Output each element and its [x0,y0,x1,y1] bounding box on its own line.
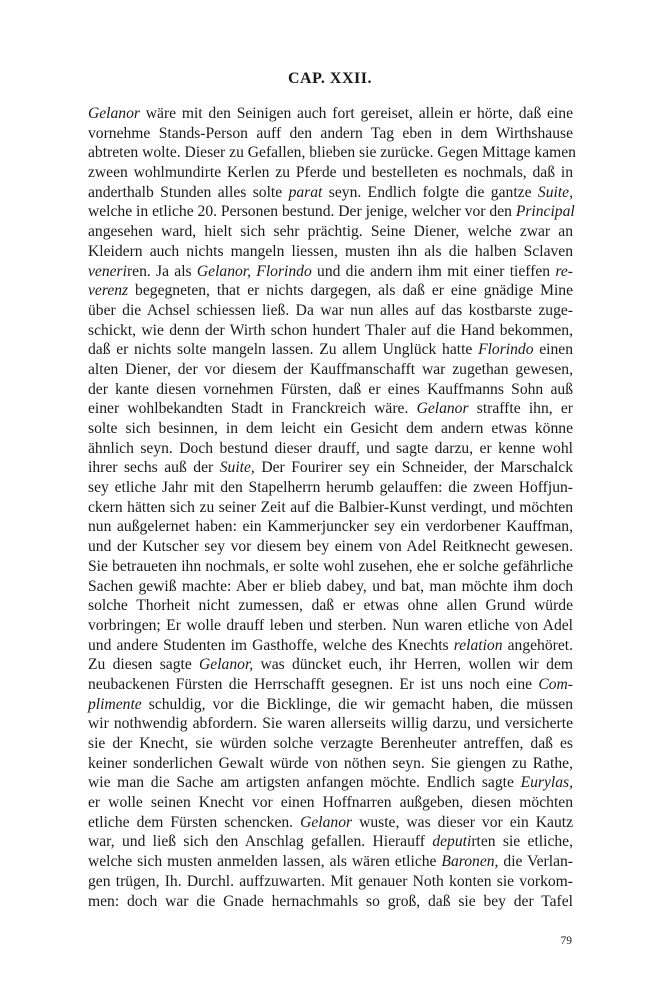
text-line [88,281,573,301]
text-line [88,655,573,675]
text-line [88,242,573,262]
italic-text: Gelanor, [199,656,254,674]
text-line [88,143,576,163]
text-line [88,852,573,872]
text-line [88,872,573,892]
text-run: einer wohlbekandten Stadt in Franckreich wäre. [88,400,417,418]
text-run: alten Diener, der vor diesem der Kauffmanschafft war zugethan gewesen, [88,360,573,378]
text-run: ihrer sechs auß der [88,459,220,477]
text-line [88,478,573,498]
text-line [88,557,573,577]
italic-text: Baronen, [441,853,499,871]
text-run: wuste, was dieser vor ein Kautz [352,813,573,831]
text-line [88,380,573,400]
italic-text: parat [288,183,323,201]
text-line [88,458,573,478]
text-run: schuldig, vor die Bicklinge, die wir gemacht haben, die müssen [141,695,573,713]
text-run: wie man die Sache am artigsten anfangen möchte. Endlich sagte [88,774,521,792]
text-line [88,321,573,341]
text-run: ähnlich seyn. Doch bestund dieser drauff, und sagte darzu, er kenne wohl [88,439,573,457]
text-run: und der Kutscher sey vor diesem bey einem von Adel Reitknecht gewesen. [88,538,573,556]
text-run: nun außgelernet haben: ein Kammerjuncker sey ein verdorbener Kauffman, [88,518,573,536]
text-line [88,577,573,597]
text-line [88,734,573,754]
italic-text: Com- [538,675,573,693]
text-line [88,183,573,203]
text-line [88,695,573,715]
text-run: welche sich musten anmelden lassen, als wären etliche [88,853,442,871]
text-run: seyn. Endlich folgte die gantze [322,183,538,201]
text-line [88,754,573,774]
text-line [88,832,573,852]
text-run: und andere Studenten im Gasthoffe, welche des Knechts [88,636,454,654]
text-line [88,262,573,282]
text-line [88,793,573,813]
text-run: einen [533,341,574,359]
text-run: die Verlan- [498,853,573,871]
text-line [88,360,573,380]
text-line [88,104,573,124]
text-run: men: doch war die Gnade hernachmahls so groß, daß sie bey der Tafel [88,892,573,910]
italic-text: re- [555,262,573,280]
italic-text: Suite, [537,183,573,201]
text-run: straffte ihn, er [468,400,573,418]
text-run: über die Achsel schiessen ließ. Da war nun alles auf das kostbarste zuge- [88,301,573,319]
italic-text: plimente [88,695,142,713]
text-run: war, und ließ sich den Anschlag gefallen. Hierauff [88,833,433,851]
text-run: angesehen ward, hielt sich sehr prächtig. Seine Diener, welche zwar an [88,223,573,241]
italic-text: veneri [88,262,127,280]
italic-text: Principal [515,203,575,221]
text-run: Der Fourirer sey ein Schneider, der Marschalck [254,459,574,477]
text-run: welche in etliche 20. Personen bestund. Der jenige, welcher vor den [88,203,516,221]
text-run: Sie betraueten ihn nochmals, er solte wohl zusehen, ehe er solche gefährliche [88,557,573,575]
text-run: solte sich besinnen, in dem leicht ein Gesicht dem andern etwas könne [88,420,573,437]
text-run: sie der Knecht, sie würden solche verzagte Berenheuter antreffen, daß es [88,735,573,752]
text-run: wäre mit den Seinigen auch fort gereiset, allein er hörte, daß eine [139,105,573,122]
italic-text: verenz [88,282,129,300]
text-line [88,340,573,360]
text-line [88,773,573,793]
text-run: rten sie etliche, [471,833,573,851]
italic-text: Gelanor [88,105,140,122]
text-run: er wolle seinen Knecht vor einen Hoffnarren außgeben, diesen möchten [88,794,573,812]
text-line [88,124,573,144]
italic-text: Eurylas, [520,774,573,792]
text-run: anderthalb Stunden alles solte [88,183,289,201]
text-run: und die andern ihm mit einer tieffen [311,262,556,280]
text-run: wir nothwendig abfordern. Sie waren allerseits willig darzu, und versicherte [88,715,573,733]
text-line [88,636,573,656]
italic-text: Gelanor [416,400,469,418]
text-line [88,517,573,537]
text-line [88,439,573,459]
text-line [88,399,573,419]
text-run: gen trügen, Ih. Durchl. auffzuwarten. Mit genauer Noth konten sie vorkom- [88,872,573,890]
italic-text: Gelanor [300,813,353,831]
text-line [88,892,573,912]
text-run: Zu diesen sagte [88,656,200,674]
text-run: daß er nichts solte mangeln lassen. Zu allem Unglück hatte [88,341,479,359]
body-text [88,104,576,911]
italic-text: deputi [432,833,472,851]
text-line [88,498,573,518]
text-run: der kante diesen vornehmen Fürsten, daß er eines Kauffmanns Sohn auß [88,380,573,398]
text-line [88,222,573,242]
text-run: schickt, wie denn der Wirth schon hundert Thaler auf die Hand bekommen, [88,321,573,339]
text-line [88,163,573,183]
text-line [88,202,573,222]
italic-text: Florindo [478,341,534,359]
text-run: vorbringen; Er wolle drauff leben und sterben. Nun waren etliche von Adel [88,616,573,634]
chapter-title: CAP. XXII. [288,70,372,87]
text-run: etliche dem Fürsten schencken. [88,813,301,831]
text-run: keiner sonderlichen Gewalt würde von nöthen seyn. Sie giengen zu Rathe, [88,754,573,772]
text-run: neubackenen Fürsten die Herrschafft gesegnen. Er ist uns noch eine [88,675,539,693]
text-line [88,537,573,557]
text-run: solche Thorheit nicht zumessen, daß er etwas ohne allen Grund würde [88,597,573,615]
text-run: vornehme Stands-Person auff den andern Tag eben in dem Wirthshause [88,124,573,142]
text-line [88,813,573,833]
text-line [88,714,573,734]
text-run: begegneten, that er nichts dargegen, als daß er eine gnädige Mine [128,282,573,300]
italic-text: Suite, [219,459,255,477]
text-run: Kleidern auch nichts mangeln liessen, musten ihn als die halben Sclaven [88,242,573,260]
text-line [88,675,573,695]
text-run: angehöret. [502,636,573,654]
italic-text: relation [453,636,503,654]
text-run: zween wohlmundirte Kerlen zu Pferde und bestelleten es nochmals, daß in [88,164,573,182]
text-run: abtreten wolte. Dieser zu Gefallen, blieben sie zurücke. Gegen Mittage kamen [88,144,576,162]
text-line [88,596,573,616]
page-number: 79 [560,935,572,947]
text-run: was düncket euch, ihr Herren, wollen wir dem [253,656,573,674]
text-run: ckern hätten sich zu seiner Zeit auf die Balbier-Kunst verdingt, und möchten [88,498,573,516]
text-line [88,301,573,321]
text-run: sey etliche Jahr mit den Stapelherrn herumb gelauffen: die zween Hoffjun- [88,479,573,497]
text-line [88,419,573,439]
text-run: ren. Ja als [126,262,197,280]
text-line [88,616,573,636]
text-run: Sachen gewiß machte: Aber er blieb dabey, und bat, man möchte ihm doch [88,577,573,595]
italic-text: Gelanor, Florindo [196,262,312,280]
